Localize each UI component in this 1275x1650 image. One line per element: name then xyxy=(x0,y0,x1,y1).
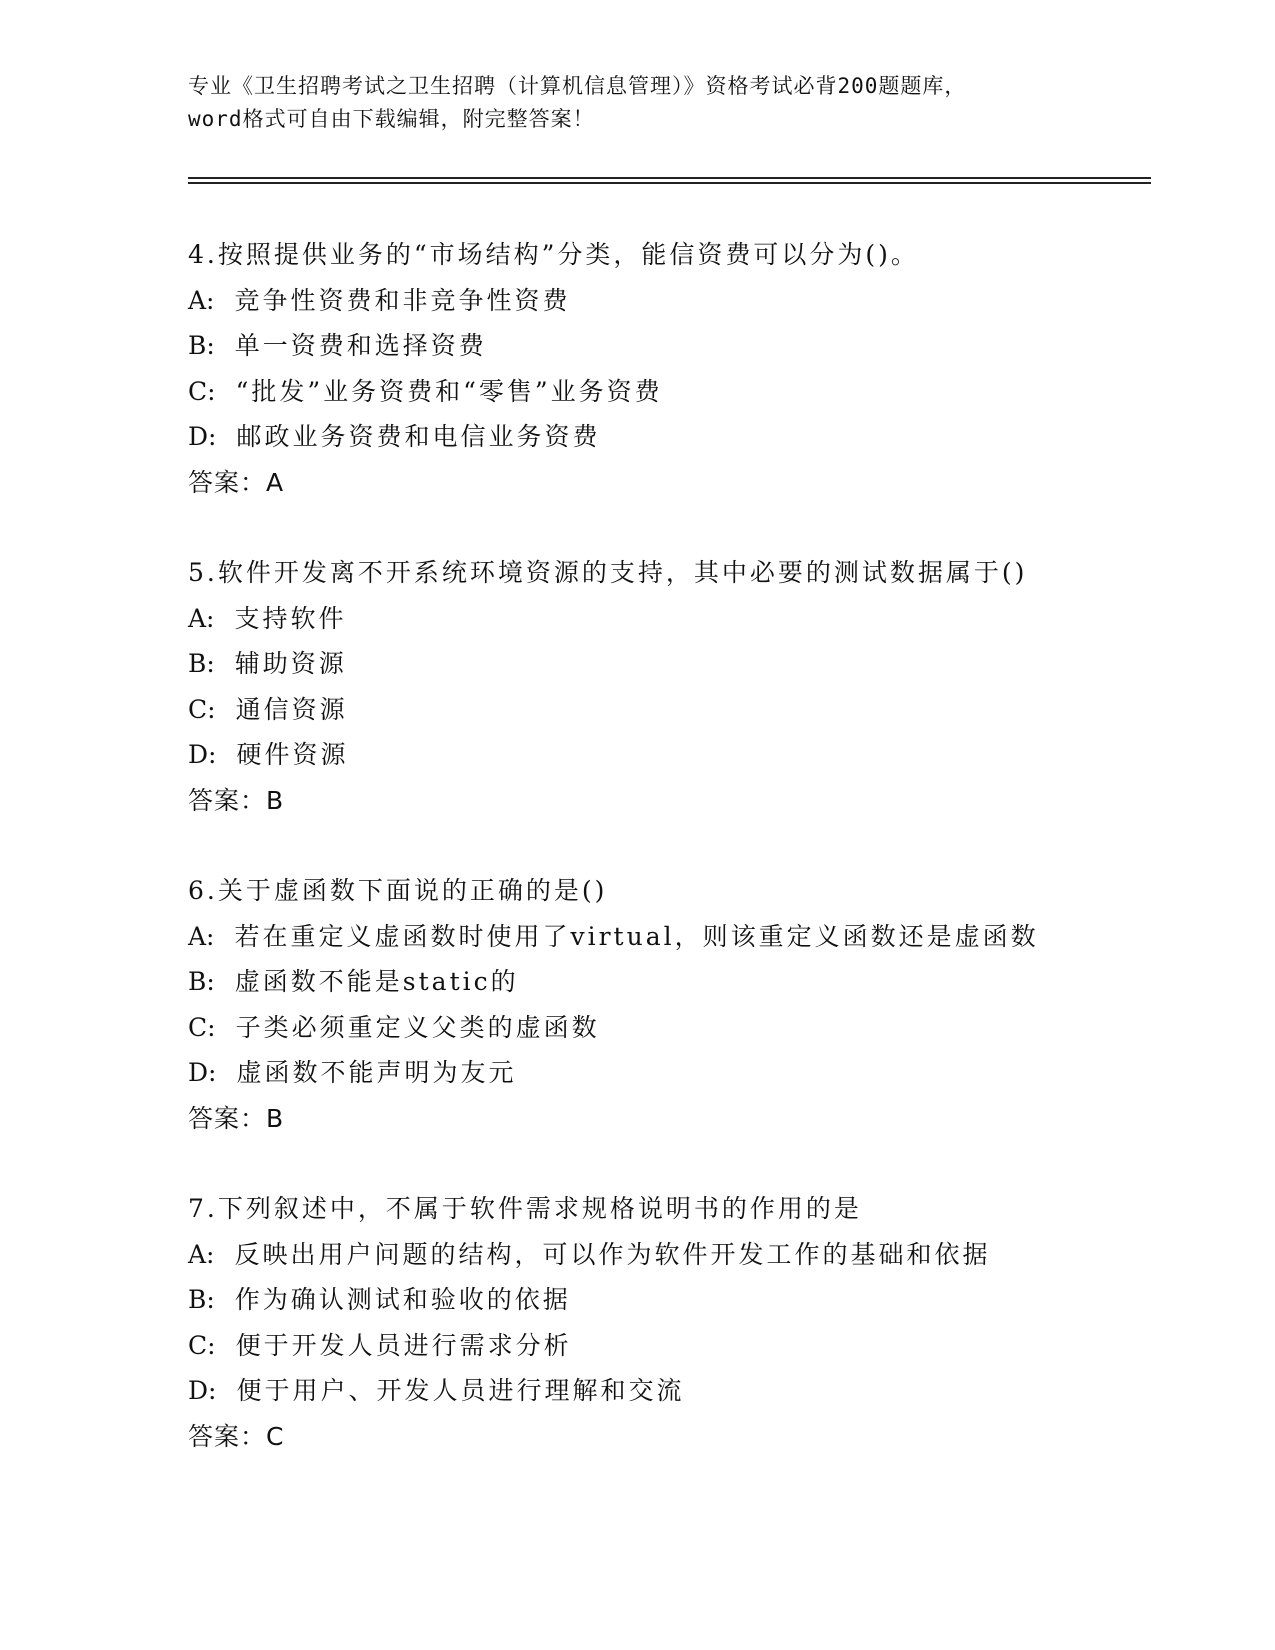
option-text: 竞争性资费和非竞争性资费 xyxy=(234,285,571,315)
header-divider-bottom xyxy=(188,182,1151,184)
option-key: C: xyxy=(188,1330,216,1360)
option-key: A: xyxy=(188,603,215,633)
option-key: A: xyxy=(188,1239,215,1269)
option-c xyxy=(188,687,1148,733)
question-6 xyxy=(188,868,1148,1141)
option-key: A: xyxy=(188,921,215,951)
header-line-2: word格式可自由下载编辑，附完整答案！ xyxy=(188,107,595,131)
option-a xyxy=(188,914,1148,960)
answer-line: 答案：C xyxy=(188,1421,285,1451)
option-c xyxy=(188,1005,1148,1051)
option-text: 若在重定义虚函数时使用了virtual，则该重定义函数还是虚函数 xyxy=(234,921,1039,951)
header-line-1: 专业《卫生招聘考试之卫生招聘（计算机信息管理）》资格考试必背200题题库， xyxy=(188,74,967,98)
question-4 xyxy=(188,232,1148,505)
option-key: C: xyxy=(188,694,216,724)
option-text: 虚函数不能声明为友元 xyxy=(236,1058,517,1087)
question-7 xyxy=(188,1186,1148,1459)
option-text: 硬件资源 xyxy=(236,740,349,769)
option-d xyxy=(188,1050,1148,1096)
option-text: 通信资源 xyxy=(235,694,348,724)
option-d xyxy=(188,414,1148,460)
option-key: A: xyxy=(188,285,215,315)
option-text: 子类必须重定义父类的虚函数 xyxy=(235,1012,600,1042)
option-text: “批发”业务资费和“零售”业务资费 xyxy=(235,376,663,406)
question-stem: 4.按照提供业务的“市场结构”分类，能信资费可以分为()。 xyxy=(188,240,919,269)
option-key: B: xyxy=(188,967,215,996)
option-d xyxy=(188,732,1148,778)
option-text: 虚函数不能是static的 xyxy=(234,967,519,996)
option-key: B: xyxy=(188,331,215,360)
option-text: 邮政业务资费和电信业务资费 xyxy=(236,422,601,451)
option-key: B: xyxy=(188,1285,215,1314)
option-a xyxy=(188,1232,1148,1278)
option-key: C: xyxy=(188,1012,216,1042)
option-key: D: xyxy=(188,740,217,769)
option-text: 单一资费和选择资费 xyxy=(234,331,487,360)
option-a xyxy=(188,596,1148,642)
option-a xyxy=(188,278,1148,324)
answer-line: 答案：A xyxy=(188,467,285,497)
option-text: 反映出用户问题的结构，可以作为软件开发工作的基础和依据 xyxy=(234,1239,991,1269)
option-text: 便于用户、开发人员进行理解和交流 xyxy=(236,1376,685,1405)
option-text: 辅助资源 xyxy=(234,649,347,678)
option-key: D: xyxy=(188,422,217,451)
option-key: C: xyxy=(188,376,216,406)
option-key: D: xyxy=(188,1058,217,1087)
option-text: 作为确认测试和验收的依据 xyxy=(234,1285,571,1314)
question-stem: 7.下列叙述中，不属于软件需求规格说明书的作用的是 xyxy=(188,1194,862,1223)
option-key: B: xyxy=(188,649,215,678)
option-b xyxy=(188,959,1148,1005)
document-header xyxy=(188,70,1088,136)
answer-line: 答案：B xyxy=(188,785,285,815)
question-stem: 6.关于虚函数下面说的正确的是() xyxy=(188,876,608,905)
question-5 xyxy=(188,550,1148,823)
option-c xyxy=(188,1323,1148,1369)
option-b xyxy=(188,641,1148,687)
option-text: 便于开发人员进行需求分析 xyxy=(235,1330,572,1360)
option-key: D: xyxy=(188,1376,217,1405)
option-text: 支持软件 xyxy=(234,603,347,633)
header-divider-top xyxy=(188,177,1151,179)
question-stem: 5.软件开发离不开系统环境资源的支持，其中必要的测试数据属于() xyxy=(188,558,1028,587)
option-b xyxy=(188,323,1148,369)
option-c xyxy=(188,369,1148,415)
answer-line: 答案：B xyxy=(188,1103,285,1133)
option-b xyxy=(188,1277,1148,1323)
option-d xyxy=(188,1368,1148,1414)
